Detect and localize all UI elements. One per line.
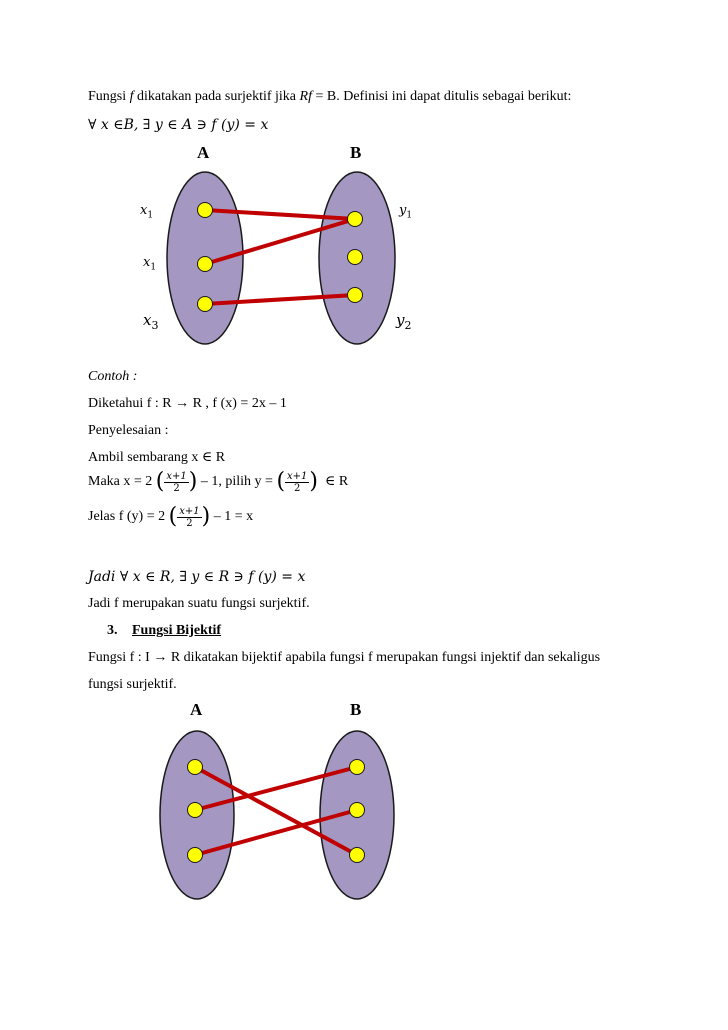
- definition-line: Fungsi f dikatakan pada surjektif jika Rf = B. Definisi ini dapat ditulis sebagai berikut:: [88, 89, 572, 104]
- element-dot: [198, 203, 213, 218]
- element-dot: [350, 760, 365, 775]
- element-dot: [348, 288, 363, 303]
- example-jelas: Jelas f (y) = 2 ( $\frac{x+1}{2}$ ) – 1 = x: [88, 504, 254, 529]
- example-conclusion-formula: Jadi ∀ x ∈ R, ∃ y ∈ R ∋ f (y) = x: [88, 569, 306, 585]
- element-dot: [348, 250, 363, 265]
- element-dot: [350, 803, 365, 818]
- element-label-y1: $y_1$: [399, 203, 413, 221]
- example-conclusion: Jadi f merupakan suatu fungsi surjektif.: [88, 596, 310, 611]
- element-dot: [350, 848, 365, 863]
- element-dot: [188, 760, 203, 775]
- definition-formula: ∀ x ∈B, ∃ y ∈ A ∋ f (y) = x: [88, 117, 269, 133]
- element-label-x1: $x_1$: [140, 203, 154, 221]
- element-dot: [198, 257, 213, 272]
- set-b-label: B: [350, 143, 362, 162]
- fraction: $\frac{x+1}{2}$: [179, 505, 200, 529]
- element-label-x3: $x_3$: [143, 311, 159, 332]
- set-b-label: B: [350, 700, 362, 719]
- set-a-label: A: [197, 143, 210, 162]
- section-number: 3.: [107, 623, 118, 638]
- element-label-y2: $y_2$: [396, 311, 412, 332]
- example-maka: Maka x = 2 ( $\frac{x+1}{2}$ ) – 1, pilih y = ( $\frac{x+1}{2}$ ) ∈ R: [88, 469, 349, 494]
- element-dot: [188, 803, 203, 818]
- element-dot: [198, 297, 213, 312]
- fraction: $\frac{x+1}{2}$: [287, 470, 308, 494]
- example-given: Diketahui f : R → R , f (x) = 2x – 1: [88, 396, 287, 411]
- example-solution-label: Penyelesaian :: [88, 423, 169, 438]
- section-title: Fungsi Bijektif: [132, 623, 222, 638]
- element-dot: [188, 848, 203, 863]
- element-dot: [348, 212, 363, 227]
- example-take: Ambil sembarang x ∈ R: [88, 450, 226, 465]
- set-a-label: A: [190, 700, 203, 719]
- bijective-definition: Fungsi f : I → R dikatakan bijektif apabila fungsi f merupakan fungsi injektif dan sekaligus: [88, 650, 601, 665]
- bijective-definition-cont: fungsi surjektif.: [88, 677, 177, 692]
- fraction: $\frac{x+1}{2}$: [166, 470, 187, 494]
- example-title: Contoh :: [88, 369, 138, 384]
- element-label-x1b: $x_1$: [143, 255, 157, 273]
